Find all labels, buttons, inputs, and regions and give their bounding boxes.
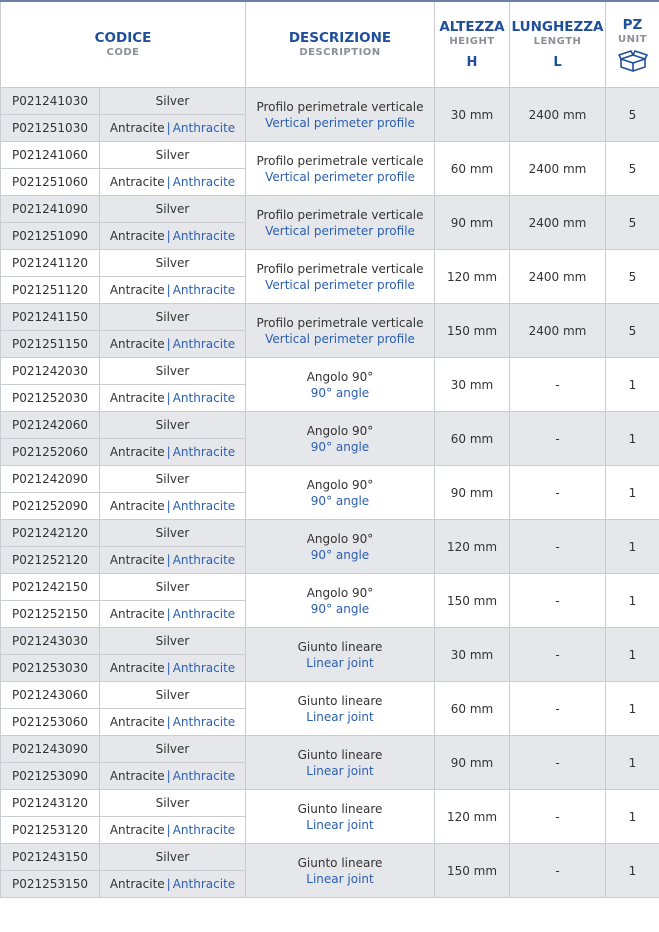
finish-silver: Silver [100, 196, 246, 223]
box-icon [618, 49, 648, 73]
finish-anthracite [100, 871, 246, 898]
finish-separator: | [166, 391, 171, 405]
description-en: Vertical perimeter profile [265, 331, 415, 346]
finish-separator: | [166, 823, 171, 837]
finish-anthracite-en: Anthracite [172, 229, 236, 243]
finish-silver: Silver [100, 142, 246, 169]
product-code-anthracite: P021252120 [1, 547, 100, 574]
finish-anthracite-en: Anthracite [172, 553, 236, 567]
product-code-silver: P021243030 [1, 628, 100, 655]
header-codice [1, 1, 246, 88]
finish-silver: Silver [100, 88, 246, 115]
finish-silver: Silver [100, 628, 246, 655]
finish-anthracite [100, 601, 246, 628]
product-description [246, 574, 435, 628]
product-height: 30 mm [435, 628, 510, 682]
product-length: - [510, 574, 606, 628]
finish-silver: Silver [100, 574, 246, 601]
finish-separator: | [166, 283, 171, 297]
finish-anthracite [100, 331, 246, 358]
table-row [1, 628, 659, 655]
finish-anthracite-it: Antracite [109, 121, 165, 135]
product-units: 5 [606, 142, 659, 196]
product-height: 120 mm [435, 520, 510, 574]
product-units: 1 [606, 574, 659, 628]
table-row [1, 412, 659, 439]
product-description [246, 250, 435, 304]
product-code-anthracite: P021252090 [1, 493, 100, 520]
product-length: 2400 mm [510, 88, 606, 142]
finish-anthracite [100, 817, 246, 844]
product-length: - [510, 412, 606, 466]
description-it: Profilo perimetrale verticale [256, 315, 424, 330]
finish-anthracite-it: Antracite [109, 391, 165, 405]
finish-silver: Silver [100, 790, 246, 817]
description-it: Giunto lineare [297, 855, 383, 870]
product-code-anthracite: P021253090 [1, 763, 100, 790]
header-altezza [435, 1, 510, 88]
description-it: Angolo 90° [306, 423, 374, 438]
header-codice-it: CODICE [94, 29, 152, 46]
header-codice-en: CODE [106, 46, 140, 58]
description-en: Vertical perimeter profile [265, 277, 415, 292]
product-code-silver: P021243090 [1, 736, 100, 763]
description-en: Vertical perimeter profile [265, 169, 415, 184]
finish-anthracite [100, 385, 246, 412]
description-it: Profilo perimetrale verticale [256, 207, 424, 222]
product-length: 2400 mm [510, 250, 606, 304]
product-length: - [510, 466, 606, 520]
finish-anthracite-en: Anthracite [172, 823, 236, 837]
finish-separator: | [166, 877, 171, 891]
finish-separator: | [166, 337, 171, 351]
product-length: 2400 mm [510, 142, 606, 196]
description-en: Vertical perimeter profile [265, 115, 415, 130]
finish-silver: Silver [100, 466, 246, 493]
header-pz-en: UNIT [617, 33, 648, 45]
finish-silver: Silver [100, 250, 246, 277]
product-length: - [510, 520, 606, 574]
product-description [246, 142, 435, 196]
product-code-silver: P021242150 [1, 574, 100, 601]
header-altezza-symbol: H [466, 55, 478, 70]
description-en: Linear joint [306, 871, 374, 886]
finish-anthracite-it: Antracite [109, 175, 165, 189]
description-it: Profilo perimetrale verticale [256, 153, 424, 168]
description-it: Angolo 90° [306, 369, 374, 384]
product-code-silver: P021241060 [1, 142, 100, 169]
table-row [1, 250, 659, 277]
product-units: 1 [606, 466, 659, 520]
description-en: Vertical perimeter profile [265, 223, 415, 238]
finish-silver: Silver [100, 358, 246, 385]
finish-separator: | [166, 661, 171, 675]
product-length: - [510, 790, 606, 844]
finish-anthracite-it: Antracite [109, 607, 165, 621]
finish-anthracite [100, 115, 246, 142]
product-height: 120 mm [435, 250, 510, 304]
description-it: Angolo 90° [306, 477, 374, 492]
description-en: Linear joint [306, 709, 374, 724]
product-code-silver: P021241030 [1, 88, 100, 115]
table-row [1, 574, 659, 601]
description-en: Linear joint [306, 817, 374, 832]
product-code-anthracite: P021253060 [1, 709, 100, 736]
finish-separator: | [166, 715, 171, 729]
description-en: 90° angle [310, 601, 370, 616]
product-code-silver: P021243120 [1, 790, 100, 817]
description-en: 90° angle [310, 547, 370, 562]
product-description [246, 736, 435, 790]
product-description [246, 88, 435, 142]
finish-anthracite-it: Antracite [109, 499, 165, 513]
finish-anthracite-en: Anthracite [172, 121, 236, 135]
product-length: - [510, 844, 606, 898]
description-it: Giunto lineare [297, 639, 383, 654]
product-code-silver: P021242030 [1, 358, 100, 385]
description-it: Angolo 90° [306, 531, 374, 546]
description-en: 90° angle [310, 493, 370, 508]
finish-anthracite-en: Anthracite [172, 661, 236, 675]
product-code-silver: P021242060 [1, 412, 100, 439]
product-code-anthracite: P021253030 [1, 655, 100, 682]
table-row [1, 196, 659, 223]
product-units: 1 [606, 412, 659, 466]
product-code-silver: P021242090 [1, 466, 100, 493]
description-en: 90° angle [310, 385, 370, 400]
description-it: Giunto lineare [297, 801, 383, 816]
finish-separator: | [166, 229, 171, 243]
finish-separator: | [166, 499, 171, 513]
header-lunghezza-it: LUNGHEZZA [511, 19, 604, 35]
finish-anthracite-it: Antracite [109, 769, 165, 783]
product-code-anthracite: P021251090 [1, 223, 100, 250]
finish-separator: | [166, 607, 171, 621]
finish-anthracite [100, 439, 246, 466]
description-en: Linear joint [306, 763, 374, 778]
product-length: - [510, 628, 606, 682]
finish-silver: Silver [100, 682, 246, 709]
product-length: - [510, 736, 606, 790]
product-length: 2400 mm [510, 304, 606, 358]
product-height: 90 mm [435, 196, 510, 250]
product-code-anthracite: P021253120 [1, 817, 100, 844]
header-descrizione-it: DESCRIZIONE [288, 29, 392, 46]
product-code-anthracite: P021251120 [1, 277, 100, 304]
product-length: - [510, 358, 606, 412]
finish-anthracite [100, 223, 246, 250]
description-it: Giunto lineare [297, 747, 383, 762]
finish-silver: Silver [100, 520, 246, 547]
finish-silver: Silver [100, 412, 246, 439]
product-code-silver: P021241120 [1, 250, 100, 277]
finish-anthracite [100, 277, 246, 304]
description-it: Profilo perimetrale verticale [256, 261, 424, 276]
finish-anthracite [100, 709, 246, 736]
finish-anthracite-it: Antracite [109, 877, 165, 891]
finish-anthracite-en: Anthracite [172, 715, 236, 729]
product-units: 5 [606, 304, 659, 358]
table-row [1, 844, 659, 871]
product-height: 30 mm [435, 88, 510, 142]
finish-separator: | [166, 175, 171, 189]
product-units: 1 [606, 790, 659, 844]
table-header-row [1, 1, 659, 88]
header-altezza-it: ALTEZZA [439, 19, 505, 35]
finish-silver: Silver [100, 736, 246, 763]
finish-anthracite-en: Anthracite [172, 391, 236, 405]
product-height: 150 mm [435, 304, 510, 358]
table-row [1, 790, 659, 817]
product-description [246, 844, 435, 898]
finish-anthracite-it: Antracite [109, 823, 165, 837]
product-height: 60 mm [435, 682, 510, 736]
product-units: 1 [606, 520, 659, 574]
description-en: 90° angle [310, 439, 370, 454]
product-height: 150 mm [435, 844, 510, 898]
table-row [1, 142, 659, 169]
product-length: - [510, 682, 606, 736]
table-row [1, 736, 659, 763]
product-code-silver: P021242120 [1, 520, 100, 547]
product-description [246, 196, 435, 250]
product-code-silver: P021241090 [1, 196, 100, 223]
description-it: Giunto lineare [297, 693, 383, 708]
table-row [1, 358, 659, 385]
product-units: 1 [606, 844, 659, 898]
product-description [246, 412, 435, 466]
product-height: 90 mm [435, 466, 510, 520]
finish-anthracite-en: Anthracite [172, 337, 236, 351]
product-description [246, 304, 435, 358]
description-it: Profilo perimetrale verticale [256, 99, 424, 114]
finish-anthracite-en: Anthracite [172, 283, 236, 297]
table-row [1, 682, 659, 709]
product-code-anthracite: P021252060 [1, 439, 100, 466]
product-description [246, 466, 435, 520]
finish-anthracite-it: Antracite [109, 715, 165, 729]
product-description [246, 520, 435, 574]
description-it: Angolo 90° [306, 585, 374, 600]
finish-separator: | [166, 121, 171, 135]
table-row [1, 88, 659, 115]
finish-anthracite-it: Antracite [109, 553, 165, 567]
finish-anthracite-it: Antracite [109, 661, 165, 675]
product-description [246, 358, 435, 412]
product-height: 60 mm [435, 142, 510, 196]
product-code-anthracite: P021252030 [1, 385, 100, 412]
finish-anthracite [100, 655, 246, 682]
product-units: 5 [606, 196, 659, 250]
finish-anthracite-en: Anthracite [172, 769, 236, 783]
header-pz [606, 1, 659, 88]
header-altezza-en: HEIGHT [449, 36, 495, 47]
finish-anthracite-en: Anthracite [172, 877, 236, 891]
product-height: 60 mm [435, 412, 510, 466]
table-row [1, 304, 659, 331]
header-pz-it: PZ [622, 16, 643, 33]
product-code-anthracite: P021253150 [1, 871, 100, 898]
product-units: 1 [606, 628, 659, 682]
product-units: 5 [606, 250, 659, 304]
finish-anthracite-it: Antracite [109, 445, 165, 459]
product-code-silver: P021243150 [1, 844, 100, 871]
header-descrizione [246, 1, 435, 88]
product-units: 1 [606, 736, 659, 790]
product-height: 30 mm [435, 358, 510, 412]
table-row [1, 520, 659, 547]
header-lunghezza-symbol: L [553, 55, 562, 70]
product-code-anthracite: P021251060 [1, 169, 100, 196]
finish-separator: | [166, 553, 171, 567]
finish-anthracite [100, 169, 246, 196]
product-description [246, 790, 435, 844]
finish-anthracite-it: Antracite [109, 337, 165, 351]
finish-anthracite [100, 493, 246, 520]
finish-silver: Silver [100, 844, 246, 871]
finish-separator: | [166, 445, 171, 459]
product-height: 120 mm [435, 790, 510, 844]
product-code-anthracite: P021252150 [1, 601, 100, 628]
header-lunghezza [510, 1, 606, 88]
product-description [246, 682, 435, 736]
product-code-anthracite: P021251150 [1, 331, 100, 358]
product-code-silver: P021241150 [1, 304, 100, 331]
product-units: 1 [606, 358, 659, 412]
finish-anthracite [100, 763, 246, 790]
product-description [246, 628, 435, 682]
table-body [1, 88, 659, 898]
finish-silver: Silver [100, 304, 246, 331]
description-en: Linear joint [306, 655, 374, 670]
finish-anthracite-it: Antracite [109, 283, 165, 297]
finish-anthracite-en: Anthracite [172, 445, 236, 459]
finish-anthracite-en: Anthracite [172, 499, 236, 513]
header-lunghezza-en: LENGTH [533, 36, 582, 47]
table-row [1, 466, 659, 493]
product-height: 150 mm [435, 574, 510, 628]
finish-anthracite-en: Anthracite [172, 607, 236, 621]
finish-separator: | [166, 769, 171, 783]
finish-anthracite-en: Anthracite [172, 175, 236, 189]
product-height: 90 mm [435, 736, 510, 790]
finish-anthracite [100, 547, 246, 574]
product-units: 5 [606, 88, 659, 142]
product-units: 1 [606, 682, 659, 736]
header-descrizione-en: DESCRIPTION [299, 46, 381, 58]
product-code-silver: P021243060 [1, 682, 100, 709]
product-length: 2400 mm [510, 196, 606, 250]
product-code-anthracite: P021251030 [1, 115, 100, 142]
finish-anthracite-it: Antracite [109, 229, 165, 243]
